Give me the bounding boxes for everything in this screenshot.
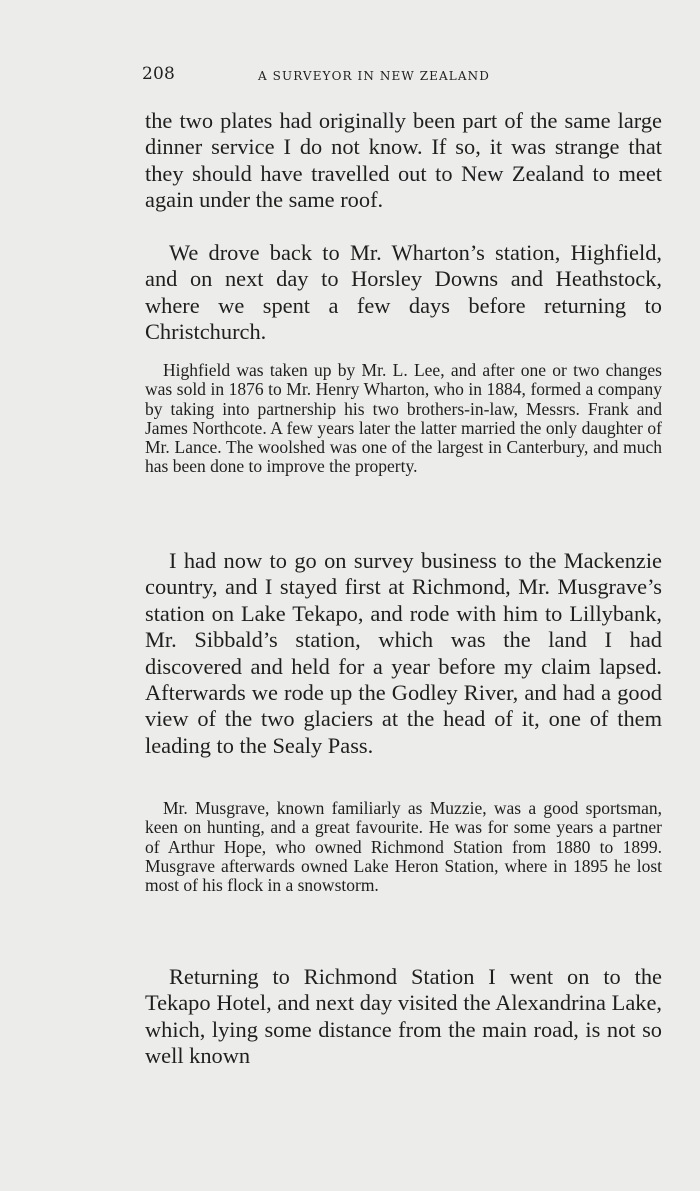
paragraph-wharton-station: We drove back to Mr. Wharton’s station, Highfield, and on next day to Horsley Downs and Heathstock, where we spent a few days before returning to Christchurch. xyxy=(145,240,662,345)
paragraph-plates: the two plates had originally been part of the same large dinner service I do not know. If so, it was strange that they should have travelled out to New Zealand to meet again under the same roof. xyxy=(145,108,662,213)
paragraph-mackenzie-country: I had now to go on survey business to the Mackenzie country, and I stayed first at Richmond, Mr. Musgrave’s station on Lake Tekapo, and rode with him to Lillybank, Mr. Sibbald’s station, which was the land I had discovered and held for a year before my claim lapsed. Afterwards we rode up the Godley River, and had a good view of the two glaciers at the head of it, one of them leading to the Sealy Pass. xyxy=(145,548,662,758)
note-musgrave: Mr. Musgrave, known familiarly as Muzzie, was a good sportsman, keen on hunting, and a great favourite. He was for some years a partner of Arthur Hope, who owned Richmond Station from 1880 to 1899. Musgrave afterwards owned Lake Heron Station, where in 1895 he lost most of his flock in a snowstorm. xyxy=(145,798,662,896)
page-header xyxy=(142,64,662,88)
note-highfield: Highfield was taken up by Mr. L. Lee, and after one or two changes was sold in 1876 to Mr. Henry Wharton, who in 1884, formed a company by taking into partnership his two brothers-in-law, Messrs. Frank and James Northcote. A few years later the latter married the only daughter of Mr. Lance. The woolshed was one of the largest in Canterbury, and much has been done to improve the property. xyxy=(145,360,662,477)
paragraph-tekapo-hotel: Returning to Richmond Station I went on to the Tekapo Hotel, and next day visited the Alexandrina Lake, which, lying some distance from the main road, is not so well known xyxy=(145,964,662,1069)
page-number: 208 xyxy=(142,64,176,84)
running-title: A SURVEYOR IN NEW ZEALAND xyxy=(258,69,490,83)
